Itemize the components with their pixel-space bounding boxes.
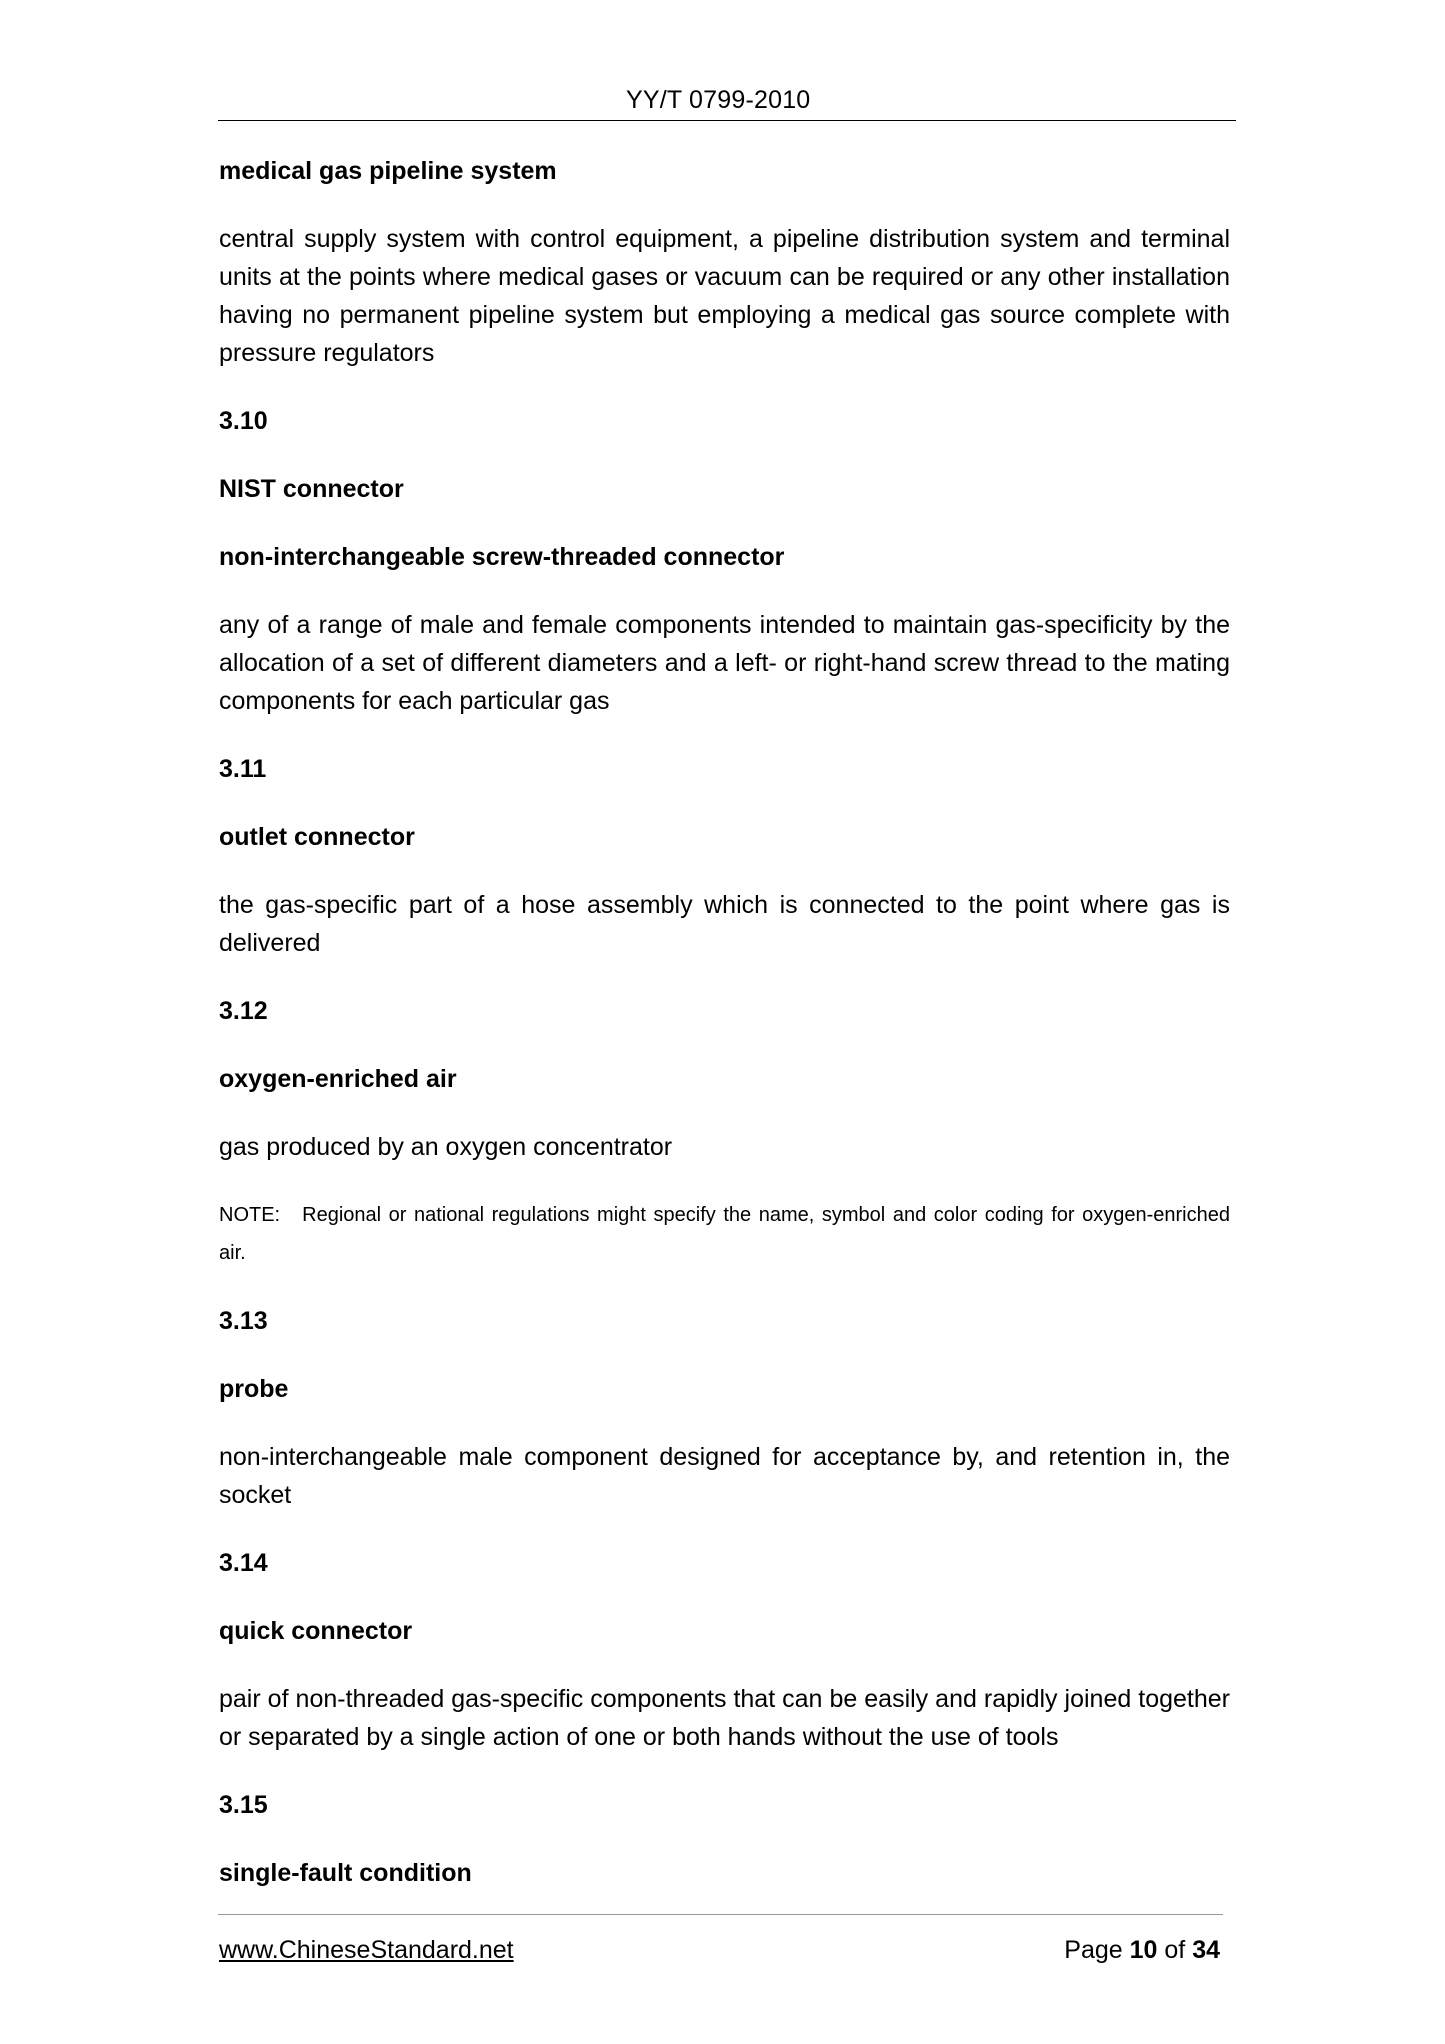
term-definition: central supply system with control equipment, a pipeline distribution system and terminal units at the points where medical gases or vacuum can be required or any other installation having no permanent pipeline system but employing a medical gas source complete with pressure regulators: [219, 225, 1230, 367]
term-title: NIST connector: [219, 475, 404, 503]
document-body: [219, 152, 1230, 1922]
note-label: NOTE:: [219, 1204, 281, 1226]
clause-number: 3.11: [219, 755, 267, 783]
footer-divider: [218, 1914, 1223, 1915]
term-definition: non-interchangeable male component designed for acceptance by, and retention in, the socket: [219, 1443, 1230, 1509]
clause-number: 3.14: [219, 1549, 268, 1577]
term-title: single-fault condition: [219, 1859, 472, 1887]
note-text: Regional or national regulations might specify the name, symbol and color coding for oxygen-enriched air.: [219, 1204, 1230, 1264]
clause-number: 3.12: [219, 997, 268, 1025]
website-link[interactable]: www.ChineseStandard.net: [219, 1936, 514, 1964]
term-title: quick connector: [219, 1617, 413, 1645]
page-prefix: Page: [1064, 1936, 1123, 1964]
page-indicator: [1064, 1936, 1220, 1965]
term-note: [219, 1196, 1230, 1272]
term-title: medical gas pipeline system: [219, 157, 557, 185]
term-title: probe: [219, 1375, 289, 1403]
clause-number: 3.10: [219, 407, 268, 435]
term-definition: gas produced by an oxygen concentrator: [219, 1133, 673, 1161]
header-divider: [218, 120, 1236, 121]
term-definition: pair of non-threaded gas-specific components that can be easily and rapidly joined together or separated by a single action of one or both hands without the use of tools: [219, 1685, 1230, 1751]
term-title: oxygen-enriched air: [219, 1065, 457, 1093]
term-title: outlet connector: [219, 823, 415, 851]
term-alternate-title: non-interchangeable screw-threaded connector: [219, 543, 785, 571]
clause-number: 3.13: [219, 1307, 268, 1335]
current-page-number: 10: [1129, 1936, 1158, 1964]
document-code: YY/T 0799-2010: [626, 86, 811, 114]
clause-number: 3.15: [219, 1791, 268, 1819]
page-of-label: of: [1164, 1936, 1186, 1964]
term-definition: any of a range of male and female components intended to maintain gas-specificity by the allocation of a set of different diameters and a left- or right-hand screw thread to the mating components for each particular gas: [219, 611, 1230, 715]
term-definition: the gas-specific part of a hose assembly which is connected to the point where gas is delivered: [219, 891, 1230, 957]
total-pages-number: 34: [1192, 1936, 1220, 1964]
